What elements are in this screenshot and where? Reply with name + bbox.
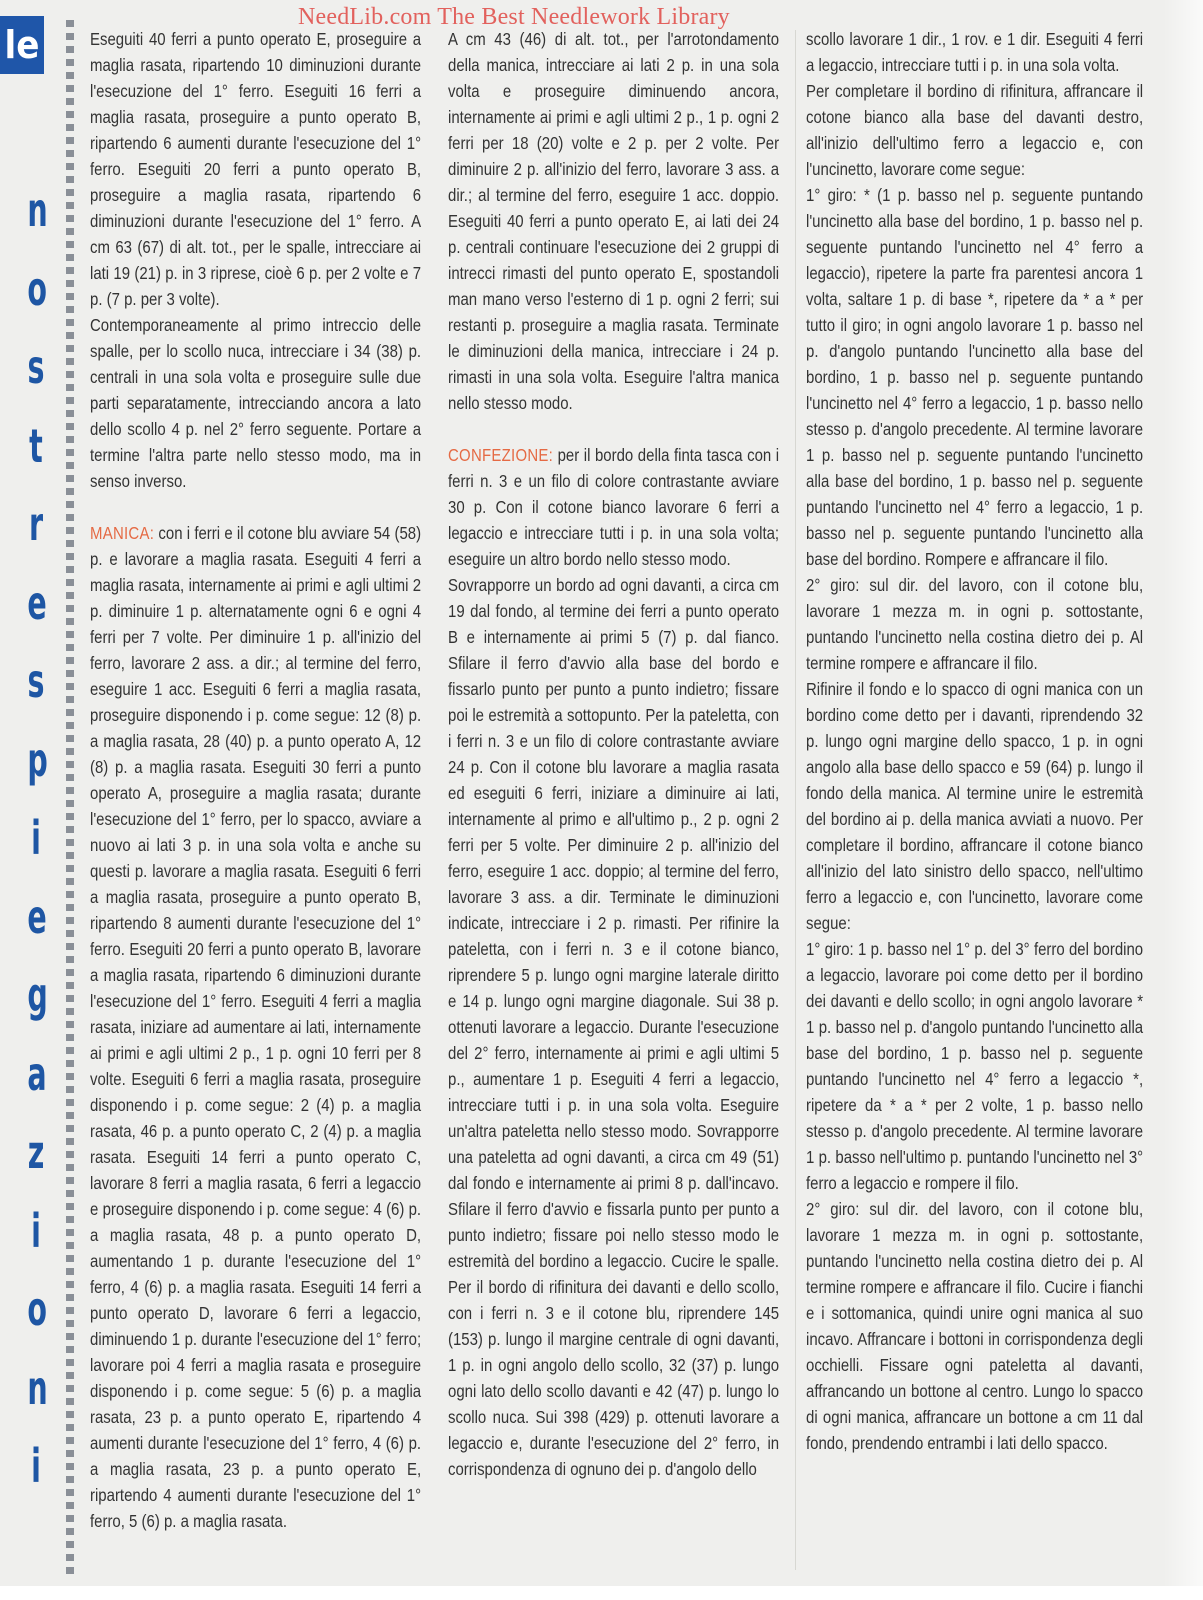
paragraph: Eseguiti 40 ferri a punto operato E, proseguire a maglia rasata, ripartendo 10 diminuzioni durante l'esecuzione del 1° ferro. Eseguiti 16 ferri a maglia rasata, proseguire a punto operato B, ripartendo 6 aumenti durante l'esecuzione del 1° ferro. Eseguiti 20 ferri a punto operato B, proseguire a maglia rasata, ripartendo 6 diminuzioni durante l'esecuzione del 1° ferro. A cm 63 (67) di alt. tot., per le spalle, intrecciare ai lati 19 (21) p. in 3 riprese, cioè 6 p. per 2 volte e 7 p. (7 p. per 3 volte). (90, 29, 422, 309)
title-letter: s (27, 654, 45, 708)
paragraph: 2° giro: sul dir. del lavoro, con il cotone blu, lavorare 1 mezza m. in ogni p. sottostante, puntando l'uncinetto nella costina dietro dei p. Al termine rompere e affrancare il filo. Cucire i fianchi e i sottomanica, quindi unire ogni manica al suo incavo. Affrancare i bottoni in corrispondenza degli occhielli. Fissare ogni pateletta al davanti, affrancando un bottone al centro. Lungo lo spacco di ogni manica, affrancare un bottone a cm 11 dal fondo, prendendo entrambi i lati dello spacco. (806, 1199, 1144, 1453)
section-sidebar (0, 0, 48, 1600)
paragraph: Per completare il bordino di rifinitura, affrancare il cotone bianco alla base del davanti destro, all'inizio dell'ultimo ferro a legaccio e, con l'uncinetto, lavorare come segue: (806, 81, 1144, 179)
paragraph: 2° giro: sul dir. del lavoro, con il cotone blu, lavorare 1 mezza m. in ogni p. sottostante, puntando l'uncinetto nella costina dietro dei p. Al termine rompere e affrancare il filo. (806, 575, 1144, 673)
paragraph: Sovrapporre un bordo ad ogni davanti, a circa cm 19 dal fondo, al termine dei ferri a punto operato B e internamente ai primi 5 (7) p. dal fianco. Sfilare il ferro d'avvio alla base del bordo e fissarlo punto per punto a punto indietro; fissare poi le estremità a sottopunto. Per la pateletta, con i ferri n. 3 e un filo di colore contrastante avviare 24 p. Con il cotone blu lavorare a maglia rasata ed eseguiti 6 ferri, iniziare a diminuire ai lati, internamente al primo e all'ultimo p., 2 p. ogni 2 ferri per 5 volte. Per diminuire 2 p. all'inizio del ferro, eseguire 1 acc. doppio; al termine del ferro, lavorare 3 ass. a dir. Terminate le diminuzioni indicate, intrecciare i 2 p. rimasti. Per rifinire la pateletta, con i ferri n. 3 e il cotone bianco, riprendere 5 p. lungo ogni margine laterale diritto e 14 p. lungo ogni margine diagonale. Sui 38 p. ottenuti lavorare a legaccio. Durante l'esecuzione del 2° ferro, internamente ai primi e agli ultimi 5 p., aumentare 1 p. Eseguiti 4 ferri a legaccio, intrecciare tutti i p. in una sola volta. Eseguire un'altra pateletta nello stesso modo. Sovrapporre una pateletta ad ogni davanti, a circa cm 49 (51) dal fondo e internamente ai primi 8 p. dall'incavo. Sfilare il ferro d'avvio e fissarla punto per punto a punto indietro; fissare poi nello stesso modo le estremità del bordino a legaccio. Cucire le spalle. Per il bordo di rifinitura dei davanti e dello scollo, con i ferri n. 3 e il cotone blu, riprendere 145 (153) p. lungo il margine centrale di ogni davanti, 1 p. in ogni angolo dello scollo, 32 (37) p. lungo ogni lato dello scollo davanti e 42 (47) p. lungo lo scollo nuca. Sui 398 (429) p. ottenuti lavorare a legaccio e, durante l'esecuzione del 2° ferro, in corrispondenza di ognuno dei p. d'angolo dello (448, 575, 780, 1479)
title-letter: z (27, 1125, 45, 1179)
paragraph: 1° giro: 1 p. basso nel 1° p. del 3° ferro del bordino a legaccio, lavorare poi come detto per il bordino dei davanti e dello scollo; in ogni angolo lavorare * 1 p. basso nel p. d'angolo puntando l'uncinetto alla base del bordino, 1 p. basso nel p. seguente puntando l'uncinetto nel 4° ferro a legaccio *, ripetere da * a * per 2 volte, 1 p. basso nello stesso p. d'angolo precedente. Al termine lavorare 1 p. basso nell'ultimo p. puntando l'uncinetto nel 3° ferro a legaccio e rompere il filo. (806, 939, 1144, 1193)
paragraph-text: per il bordo della finta tasca con i ferri n. 3 e un filo di colore contrastante avviare 30 p. Con il cotone bianco lavorare 6 ferri a legaccio e intrecciare tutti i p. in una sola volta; eseguire un altro bordo nello stesso modo. (448, 445, 780, 569)
paragraph-confezione (448, 442, 779, 572)
watermark: NeedLib.com The Best Needlework Library (298, 4, 730, 30)
section-tab: le (0, 16, 44, 74)
title-letter: a (27, 1046, 47, 1101)
page-bottom-edge (0, 1586, 1203, 1600)
title-letter: i (31, 1439, 41, 1493)
text-column-3 (806, 26, 1143, 1456)
vertical-section-title (22, 180, 50, 1515)
paragraph: Rifinire il fondo e lo spacco di ogni manica con un bordino come detto per i davanti, riprendendo 32 p. lungo ogni margine dello spacco, 1 p. in ogni angolo alla base dello spacco e 59 (64) p. lungo il fondo della manica. Al termine unire le estremità del bordino ai p. della manica avviati a nuovo. Per completare il bordino, affrancare il cotone bianco all'inizio del lato sinistro dello spacco, nell'ultimo ferro a legaccio e, con l'uncinetto, lavorare come segue: (806, 679, 1144, 933)
paragraph-manica (90, 520, 421, 1534)
title-letter: i (31, 1203, 41, 1258)
title-letter: n (27, 183, 48, 237)
title-letter: o (27, 1282, 47, 1336)
title-letter: g (27, 968, 48, 1022)
title-letter: e (27, 575, 47, 630)
title-letter: e (27, 889, 47, 944)
dotted-divider (66, 20, 74, 1580)
title-letter: s (27, 340, 45, 394)
section-heading: CONFEZIONE: (448, 445, 554, 465)
page-edge-shadow (1163, 0, 1203, 1600)
text-column-2 (448, 26, 779, 1482)
title-letter: t (29, 418, 43, 473)
section-heading: MANICA: (90, 523, 155, 543)
title-letter: i (31, 811, 41, 865)
paragraph: A cm 43 (46) di alt. tot., per l'arrotondamento della manica, intrecciare ai lati 2 p. in una sola volta e proseguire diminuendo ancora, internamente ai primi e agli ultimi 2 p., 1 p. ogni 2 ferri per 18 (20) volte e 2 p. per 2 volte. Per diminuire 2 p. all'inizio del ferro, lavorare 3 ass. a dir.; al termine del ferro, eseguire 1 acc. doppio. Eseguiti 40 ferri a punto operato E, ai lati dei 24 p. centrali continuare l'esecuzione dei 2 gruppi di intrecci rimasti del punto operato E, spostandoli man mano verso l'esterno di 1 p. ogni 2 ferri; sui restanti p. proseguire a maglia rasata. Terminate le diminuzioni della manica, intrecciare i 24 p. rimasti in una sola volta. Eseguire l'altra manica nello stesso modo. (448, 29, 780, 413)
title-letter: r (28, 497, 44, 551)
paragraph: 1° giro: * (1 p. basso nel p. seguente puntando l'uncinetto alla base del bordino, 1 p. basso nel p. seguente puntando l'uncinetto nel 4° ferro a legaccio), ripetere la parte fra parentesi ancora 1 volta, saltare 1 p. di base *, ripetere da * a * per tutto il giro; in ogni angolo lavorare 1 p. basso nel p. d'angolo puntando l'uncinetto alla base del bordino, 1 p. basso nel p. seguente puntando l'uncinetto nel 4° ferro a legaccio, 1 p. basso nello stesso p. d'angolo precedente. Al termine lavorare 1 p. basso nel p. seguente puntando l'uncinetto alla base del bordino, 1 p. basso nel p. seguente puntando l'uncinetto nel 4° ferro a legaccio, 1 p. basso nel p. seguente puntando l'uncinetto alla base del bordino. Rompere e affrancare il filo. (806, 185, 1144, 569)
text-column-1 (90, 26, 421, 1534)
title-letter: n (27, 1360, 48, 1415)
title-letter: o (27, 261, 47, 316)
paragraph-text: con i ferri e il cotone blu avviare 54 (58) p. e lavorare a maglia rasata. Eseguiti 4 ferri a maglia rasata, internamente ai primi e agli ultimi 2 p. diminuire 1 p. alternatamente ogni 6 e ogni 4 ferri per 7 volte. Per diminuire 1 p. all'inizio del ferro, lavorare 2 ass. a dir.; al termine del ferro, eseguire 1 acc. Eseguiti 6 ferri a maglia rasata, proseguire disponendo i p. come segue: 12 (8) p. a maglia rasata, 28 (40) p. a punto operato A, 12 (8) p. a maglia rasata. Eseguiti 30 ferri a punto operato A, proseguire a maglia rasata; durante l'esecuzione del 1° ferro, per lo spacco, avviare a nuovo ai lati 3 p. in una sola volta e anche su questi p. lavorare a maglia rasata. Eseguiti 6 ferri a maglia rasata, proseguire a punto operato B, ripartendo 8 aumenti durante l'esecuzione del 1° ferro. Eseguiti 20 ferri a punto operato B, lavorare a maglia rasata, ripartendo 6 diminuzioni durante l'esecuzione del 1° ferro. Eseguiti 4 ferri a maglia rasata, iniziare ad aumentare ai lati, internamente ai primi e agli ultimi 2 p., 1 p. ogni 10 ferri per 8 volte. Eseguiti 6 ferri a maglia rasata, proseguire disponendo i p. come segue: 2 (4) p. a maglia rasata, 46 p. a punto operato C, 2 (4) p. a maglia rasata. Eseguiti 14 ferri a punto operato C, lavorare 8 ferri a maglia rasata, 6 ferri a legaccio e proseguire disponendo i p. come segue: 4 (6) p. a maglia rasata, 48 p. a punto operato D, aumentando 1 p. durante l'esecuzione del 1° ferro, 4 (6) p. a maglia rasata. Eseguiti 14 ferri a punto operato D, lavorare 6 ferri a legaccio, diminuendo 1 p. durante l'esecuzione del 1° ferro; lavorare poi 4 ferri a maglia rasata e proseguire disponendo i p. come segue: 5 (6) p. a maglia rasata, 23 p. a punto operato E, ripartendo 4 aumenti durante l'esecuzione del 1° ferro, 4 (6) p. a maglia rasata, 23 p. a punto operato E, ripartendo 4 aumenti durante l'esecuzione del 1° ferro, 5 (6) p. a maglia rasata. (90, 523, 422, 1531)
paragraph: Contemporaneamente al primo intreccio delle spalle, per lo scollo nuca, intrecciare i 34 (38) p. centrali in una sola volta e proseguire sulle due parti separatamente, intrecciando ancora a lato dello scollo 4 p. nel 2° ferro seguente. Portare a termine l'altra parte nello stesso modo, ma in senso inverso. (90, 315, 422, 491)
title-letter: p (27, 732, 48, 787)
column-gutter (795, 30, 796, 1570)
paragraph: scollo lavorare 1 dir., 1 rov. e 1 dir. Eseguiti 4 ferri a legaccio, intrecciare tutti i p. in una sola volta. (806, 29, 1144, 75)
